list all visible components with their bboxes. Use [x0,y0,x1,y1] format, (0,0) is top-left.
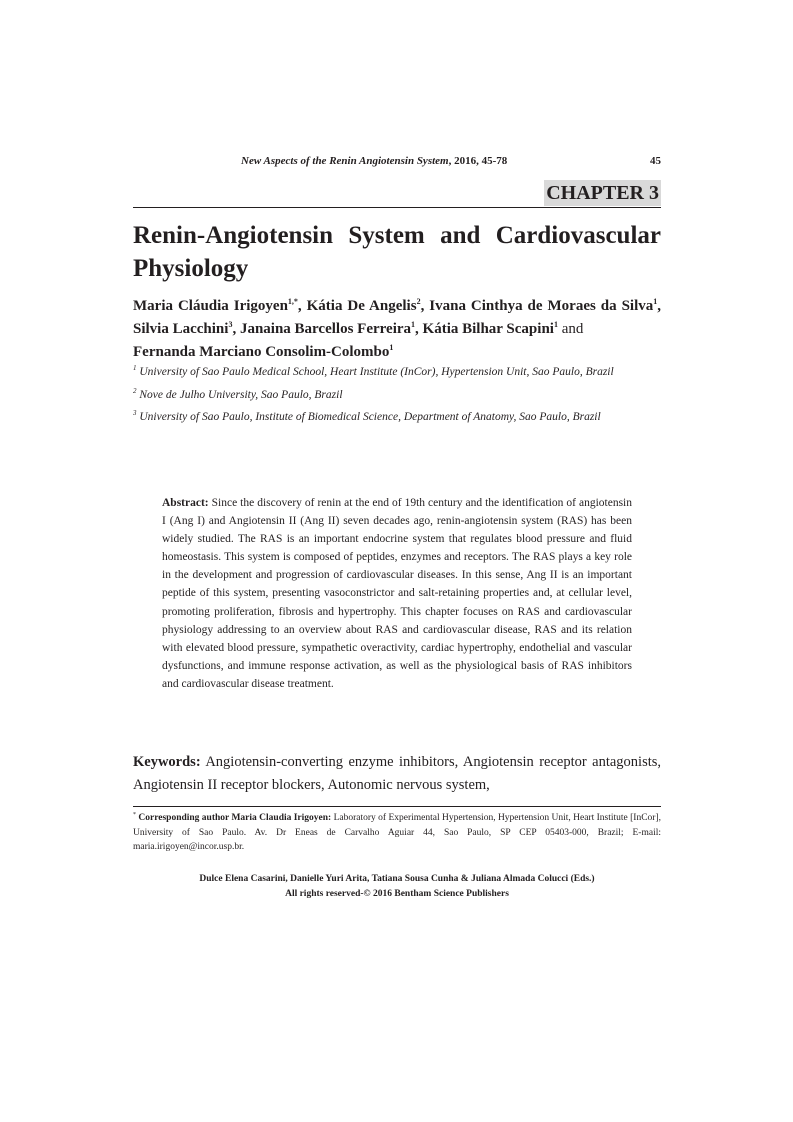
chapter-label: CHAPTER 3 [546,182,659,204]
copyright-line: All rights reserved-© 2016 Bentham Science Publishers [285,889,509,899]
abstract-label: Abstract: [162,497,209,509]
publication-info: , 2016, 45-78 [448,155,508,167]
author: Fernanda Marciano Consolim-Colombo$^1$ [133,343,394,360]
affiliations [133,364,661,432]
footnote-text: Laboratory of Experimental Hypertension, Hypertension Unit, Heart Institute [InCor], University of Sao Paulo. Av. Dr Eneas de Carvalho Aguiar 44, Sao Paulo, SP CEP 05403-000, Brazil; E-mail: maria.irigoyen@incor.usp.br. [133,813,661,852]
author: Ivana Cinthya de Moraes da Silva$^1$, [429,297,662,314]
page-footer [133,872,661,902]
author: Janaina Barcellos Ferreira$^1$, [239,320,423,337]
editors-line: Dulce Elena Casarini, Danielle Yuri Arita, Tatiana Sousa Cunha & Juliana Almada Colucci (Eds.) [199,874,595,884]
authors-and: and [561,321,584,337]
affiliation: $^2$ Nove de Julho University, Sao Paulo, Brazil [133,386,343,401]
journal-title: New Aspects of the Renin Angiotensin System [241,155,449,167]
keywords-label: Keywords: [133,754,201,770]
keywords-text: Angiotensin-converting enzyme inhibitors, Angiotensin receptor antagonists, Angiotensin II receptor blockers, Autonomic nervous system, [133,754,662,793]
affiliation: $^1$ University of Sao Paulo Medical School, Heart Institute (InCor), Hypertension Unit, Sao Paulo, Brazil [133,364,614,378]
journal-citation [241,155,507,167]
author: Silvia Lacchini$^3$, [133,320,240,337]
footnote-divider [133,806,661,807]
author-list [133,295,661,364]
abstract [162,494,632,693]
abstract-text: Since the discovery of renin at the end of 19th century and the identification of angiotensin I (Ang I) and Angiotensin II (Ang II) seven decades ago, renin-angiotensin system (RAS) has been widely studied. The RAS is an important endocrine system that regulates blood pressure and fluid homeostasis. This system is composed of peptides, enzymes and receptors. The RAS plays a key role in the development and progression of cardiovascular diseases. In this sense, Ang II is an important peptide of this system, presenting vasoconstrictor and salt-retaining properties and, at cellular level, promoting proliferation, fibrosis and hypertrophy. This chapter focuses on RAS and cardiovascular physiology addressing to an overview about RAS and cardiovascular disease, RAS and its relation with elevated blood pressure, sympathetic overactivity, cardiac hypertrophy, endothelial and vascular dysfunctions, and immune response activation, as well as the physiological basis of RAS inhibitors and cardiovascular disease treatment. [162,497,633,690]
title-line-1: Renin-Angiotensin System and Cardiovascular [133,222,661,249]
corresponding-author-footnote [133,811,661,855]
author: Kátia Bilhar Scapini$^1$ [422,320,558,337]
footnote-label: Corresponding author Maria Claudia Irigoyen: [138,813,332,823]
chapter-title [133,219,661,285]
footnote-marker: * [133,811,136,818]
page-number: 45 [650,155,661,167]
author: Maria Cláudia Irigoyen$^{1,*}$, [133,297,307,314]
keywords [133,751,661,797]
author: Kátia De Angelis$^2$, [306,297,430,314]
title-line-2: Physiology [133,255,249,282]
chapter-banner [133,180,661,208]
running-header [133,155,661,173]
affiliation: $^3$ University of Sao Paulo, Institute of Biomedical Science, Department of Anatomy, Sao Paulo, Brazil [133,409,601,423]
